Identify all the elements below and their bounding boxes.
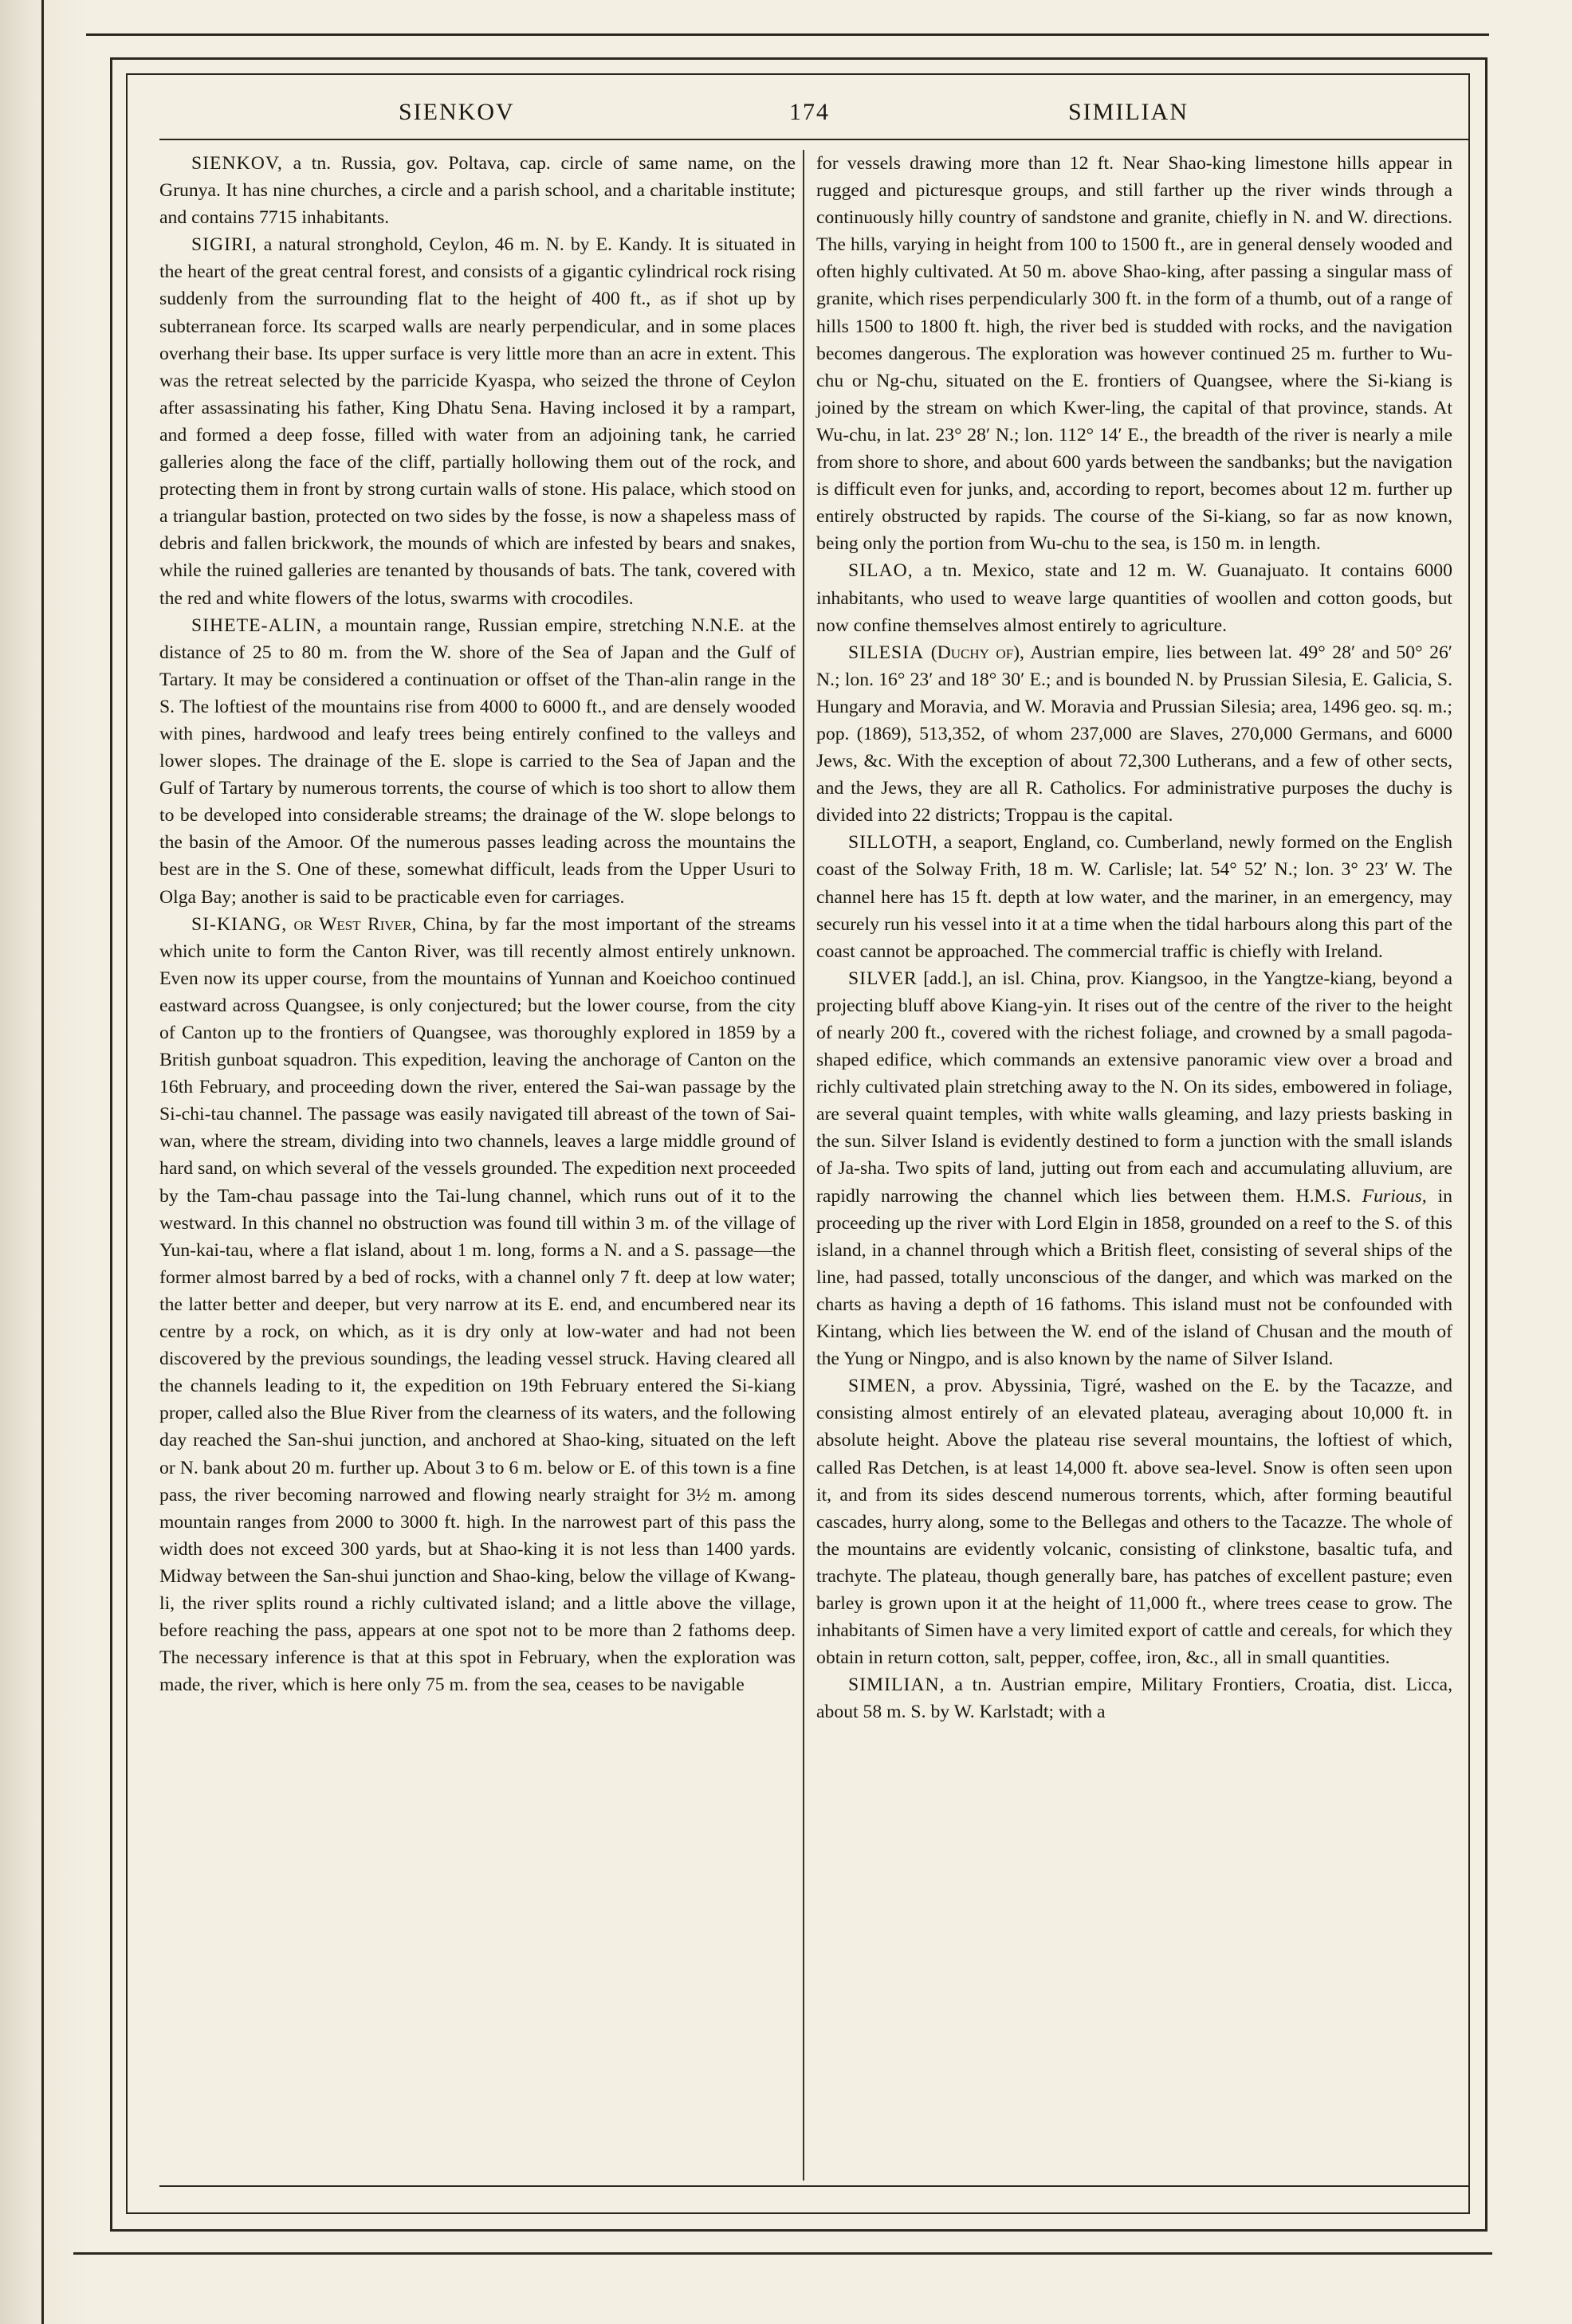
headword: SILAO, — [848, 560, 914, 582]
entry-text: a mountain range, Russian empire, stretching N.N.E. at the distance of 25 to 80 m. from the W. shore of the Sea of Japan and the Gulf of Tartary. It may be considered a continuation or offset of the Than-alin range in the S. The loftiest of the mountains rise from 4000 to 6000 ft., and are densely wooded with pines, hardwood and leafy trees being entirely confined to the valleys and lower slopes. The drainage of the E. slope is carried to the Sea of Japan and the Gulf of Tartary by numerous torrents, the course of which is too short to allow them to be developed into considerable streams; the drainage of the W. slope belongs to the basin of the Amoor. Of the numerous passes leading across the mountains the best are in the S. One of these, somewhat difficult, leads from the Upper Usuri to Olga Bay; another is said to be practicable even for carriages. — [159, 614, 796, 908]
entry-text: a tn. Russia, gov. Poltava, cap. circle of same name, on the Grunya. It has nine churches, a circle and a parish school, and a charitable institute; and contains 7715 inhabitants. — [159, 153, 796, 229]
alternate-name: (Duchy of), — [930, 642, 1024, 663]
entry-sienkov — [159, 150, 796, 231]
entry-similian — [816, 1671, 1452, 1725]
headword: SIENKOV, — [191, 153, 283, 174]
page-number: 174 — [789, 99, 830, 125]
entry-text: China, by far the most important of the streams which unite to form the Canton River, was till recently almost entirely unknown. Even now its upper course, from the mountains of Yunnan and Koeichoo continued eastward across Quangsee, is only conjectured; but the lower course, from the city of Canton up to the frontiers of Quangsee, was thoroughly explored in 1859 by a British gunboat squadron. This expedition, leaving the anchorage of Canton on the 16th February, and proceeding down the river, entered the Sai-wan passage by the Si-chi-tau channel. The passage was easily navigated till abreast of the town of Sai-wan, where the stream, dividing into two channels, leaves a large middle ground of hard sand, on which several of the vessels grounded. The expedition next proceeded by the Tam-chau passage into the Tai-lung channel, which runs out of it to the westward. In this channel no obstruction was found till within 3 m. of the village of Yun-kai-tau, where a flat island, about 1 m. long, forms a N. and a S. passage—the former almost barred by a bed of rocks, with a channel only 7 ft. deep at low water; the latter better and deeper, but very narrow at its E. end, and encumbered near its centre by a rock, on which, as it is dry only at low-water and had not been discovered by the previous soundings, the leading vessel struck. Having cleared all the channels leading to it, the expedition on 19th February entered the Si-kiang proper, called also the Blue River from the clearness of its waters, and the following day reached the San-shui junction, and anchored at Shao-king, situated on the left or N. bank about 20 m. further up. About 3 to 6 m. below or E. of this town is a fine pass, the river becoming narrowed and flowing nearly straight for 3½ m. among mountain ranges from 2000 to 3000 ft. high. In the narrowest part of this pass the width does not exceed 300 yards, but at Shao-king it is not less than 1400 yards. Midway between the San-shui junction and Shao-king, below the village of Kwang-li, the river splits round a richly cultivated island; and a little above the village, before reaching the pass, appears at one spot not to be more than 2 fathoms deep. The necessary inference is that at this spot in February, when the exploration was made, the river, which is here only 75 m. from the sea, ceases to be navigable — [159, 913, 796, 1696]
left-column — [159, 150, 796, 1698]
entry-text: in proceeding up the river with Lord Elgin in 1858, grounded on a reef to the S. of this island, in a channel through which a British fleet, consisting of several ships of the line, had passed, totally unconscious of the danger, and which was marked on the charts as having a depth of 16 fathoms. This island must not be confounded with Kintang, which lies between the W. end of the island of Chusan and the mouth of the Yung or Ningpo, and is also known by the name of Silver Island. — [816, 1185, 1453, 1370]
entry-silesia — [816, 639, 1452, 830]
outer-bottom-rule — [73, 2252, 1492, 2255]
outer-top-rule — [86, 33, 1489, 36]
entry-silao — [816, 557, 1452, 638]
header-first-entry: SIENKOV — [399, 99, 515, 125]
headword: SI-KIANG, — [191, 913, 288, 935]
column-divider — [803, 150, 804, 2181]
headword: SIMEN, — [848, 1376, 917, 1397]
entry-si-kiang-continued — [816, 150, 1452, 557]
entry-simen — [816, 1372, 1452, 1671]
entry-text: a seaport, England, co. Cumberland, newly formed on the English coast of the Solway Frith, 18 m. W. Carlisle; lat. 54° 52′ N.; lon. 3° 23′ W. The channel here has 15 ft. depth at low water, and the mariner, in an emergency, may securely run his vessel into it at a time when the tidal harbours along this part of the coast cannot be approached. The commercial traffic is chiefly with Ireland. — [816, 832, 1452, 962]
binding-edge-rule — [41, 0, 44, 2324]
header-last-entry: SIMILIAN — [1068, 99, 1189, 125]
entry-text: a natural stronghold, Ceylon, 46 m. N. by E. Kandy. It is situated in the heart of the great central forest, and consists of a gigantic cylindrical rock rising suddenly from the surrounding flat to the height of 400 ft., as if shot up by subterranean force. Its scarped walls are nearly perpendicular, and in some places overhang their base. Its upper surface is very little more than an acre in extent. This was the retreat selected by the parricide Kyaspa, who seized the throne of Ceylon after assassinating his father, King Dhatu Sena. Having inclosed it by a rampart, and formed a deep fosse, filled with water from an adjoining tank, he carried galleries along the face of the cliff, partially hollowing them out of the rock, and protecting them in front by strong curtain walls of stone. His palace, which stood on a triangular bastion, protected on two sides by the fosse, is now a shapeless mass of debris and fallen brickwork, the mounds of which are infested by bears and snakes, while the ruined galleries are tenanted by thousands of bats. The tank, covered with the red and white flowers of the lotus, swarms with crocodiles. — [159, 234, 796, 609]
headword: SIMILIAN, — [848, 1674, 945, 1696]
header-rule — [159, 139, 1470, 140]
headword: SILVER — [848, 968, 918, 989]
footer-rule — [159, 2185, 1470, 2187]
running-header — [167, 99, 1475, 131]
entry-text: for vessels drawing more than 12 ft. Near Shao-king limestone hills appear in rugged and picturesque groups, and still farther up the river winds through a continuously hilly country of sandstone and granite, chiefly in N. and W. directions. The hills, varying in height from 100 to 1500 ft., are in general densely wooded and often highly cultivated. At 50 m. above Shao-king, after passing a singular mass of granite, which rises perpendicularly 300 ft. in the form of a thumb, out of a range of hills 1500 to 1800 ft. high, the river bed is studded with rocks, and the navigation becomes dangerous. The exploration was however continued 25 m. further to Wu-chu or Ng-chu, situated on the E. frontiers of Quangsee, where the Si-kiang is joined by the stream on which Kwer-ling, the capital of that province, stands. At Wu-chu, in lat. 23° 28′ N.; lon. 112° 14′ E., the breadth of the river is nearly a mile from shore to shore, and about 600 yards between the sandbanks; but the navigation is difficult even for junks, and, according to report, becomes about 12 m. further up entirely obstructed by rapids. The course of the Si-kiang, so far as now known, being only the portion from Wu-chu to the sea, is 150 m. in length. — [816, 153, 1452, 555]
entry-silver — [816, 965, 1452, 1372]
entry-sigiri — [159, 231, 796, 611]
entry-sihete-alin — [159, 612, 796, 911]
entry-text: a tn. Austrian empire, Military Frontiers, Croatia, dist. Licca, about 58 m. S. by W. Karlstadt; with a — [816, 1674, 1452, 1723]
entry-text: Austrian empire, lies between lat. 49° 28′ and 50° 26′ N.; lon. 16° 23′ and 18° 30′ E.; and is bounded N. by Prussian Silesia, E. Galicia, S. Hungary and Moravia, and W. Moravia and Prussian Silesia; area, 1496 geo. sq. m.; pop. (1869), 513,352, of whom 237,000 are Slaves, 270,000 Germans, and 6000 Jews, &c. With the exception of about 72,300 Lutherans, and a few of other sects, and the Jews, they are all R. Catholics. For administrative purposes the duchy is divided into 22 districts; Troppau is the capital. — [816, 642, 1452, 826]
ship-name: Furious, — [1362, 1185, 1427, 1207]
headword: SILESIA — [848, 642, 925, 663]
entry-si-kiang — [159, 911, 796, 1699]
entry-text: a prov. Abyssinia, Tigré, washed on the E. by the Tacazze, and consisting almost entirely of an elevated plateau, averaging about 10,000 ft. in absolute height. Above the plateau rise several mountains, the loftiest of which, called Ras Detchen, is at least 14,000 ft. above sea-level. Snow is often seen upon it, and from its sides descend numerous torrents, which, after forming beautiful cascades, hurry along, some to the Bellegas and others to the Tacazze. The whole of the mountains are evidently volcanic, consisting of clinkstone, basaltic tufa, and trachyte. The plateau, though generally bare, has patches of excellent pasture; even barley is grown upon it at the height of 11,000 ft., where trees cease to grow. The inhabitants of Simen have a very limited export of cattle and cereals, for which they obtain in return cotton, salt, pepper, coffee, iron, &c., all in small quantities. — [816, 1376, 1453, 1669]
entry-text: a tn. Mexico, state and 12 m. W. Guanajuato. It contains 6000 inhabitants, who used to weave large quantities of woollen and cotton goods, but now confine themselves almost entirely to agriculture. — [816, 560, 1452, 636]
headword: SIGIRI, — [191, 234, 257, 256]
headword: SILLOTH, — [848, 832, 938, 854]
right-column — [816, 150, 1452, 1725]
headword: SIHETE-ALIN, — [191, 614, 322, 636]
entry-silloth — [816, 829, 1452, 964]
entry-text: [add.], an isl. China, prov. Kiangsoo, in the Yangtze-kiang, beyond a projecting bluff above Kiang-yin. It rises out of the centre of the river to the height of nearly 200 ft., covered with the richest foliage, and crowned by a small pagoda-shaped edifice, which commands an extensive panoramic view over a broad and richly cultivated plain stretching away to the N. On its sides, embowered in foliage, are several quaint temples, with white walls gleaming, and lazy priests basking in the sun. Silver Island is evidently destined to form a junction with the small islands of Ja-sha. Two spits of land, jutting out from each and accumulating alluvium, are rapidly narrowing the channel which lies between them. H.M.S. — [816, 968, 1453, 1207]
alternate-name: or West River, — [293, 913, 417, 935]
